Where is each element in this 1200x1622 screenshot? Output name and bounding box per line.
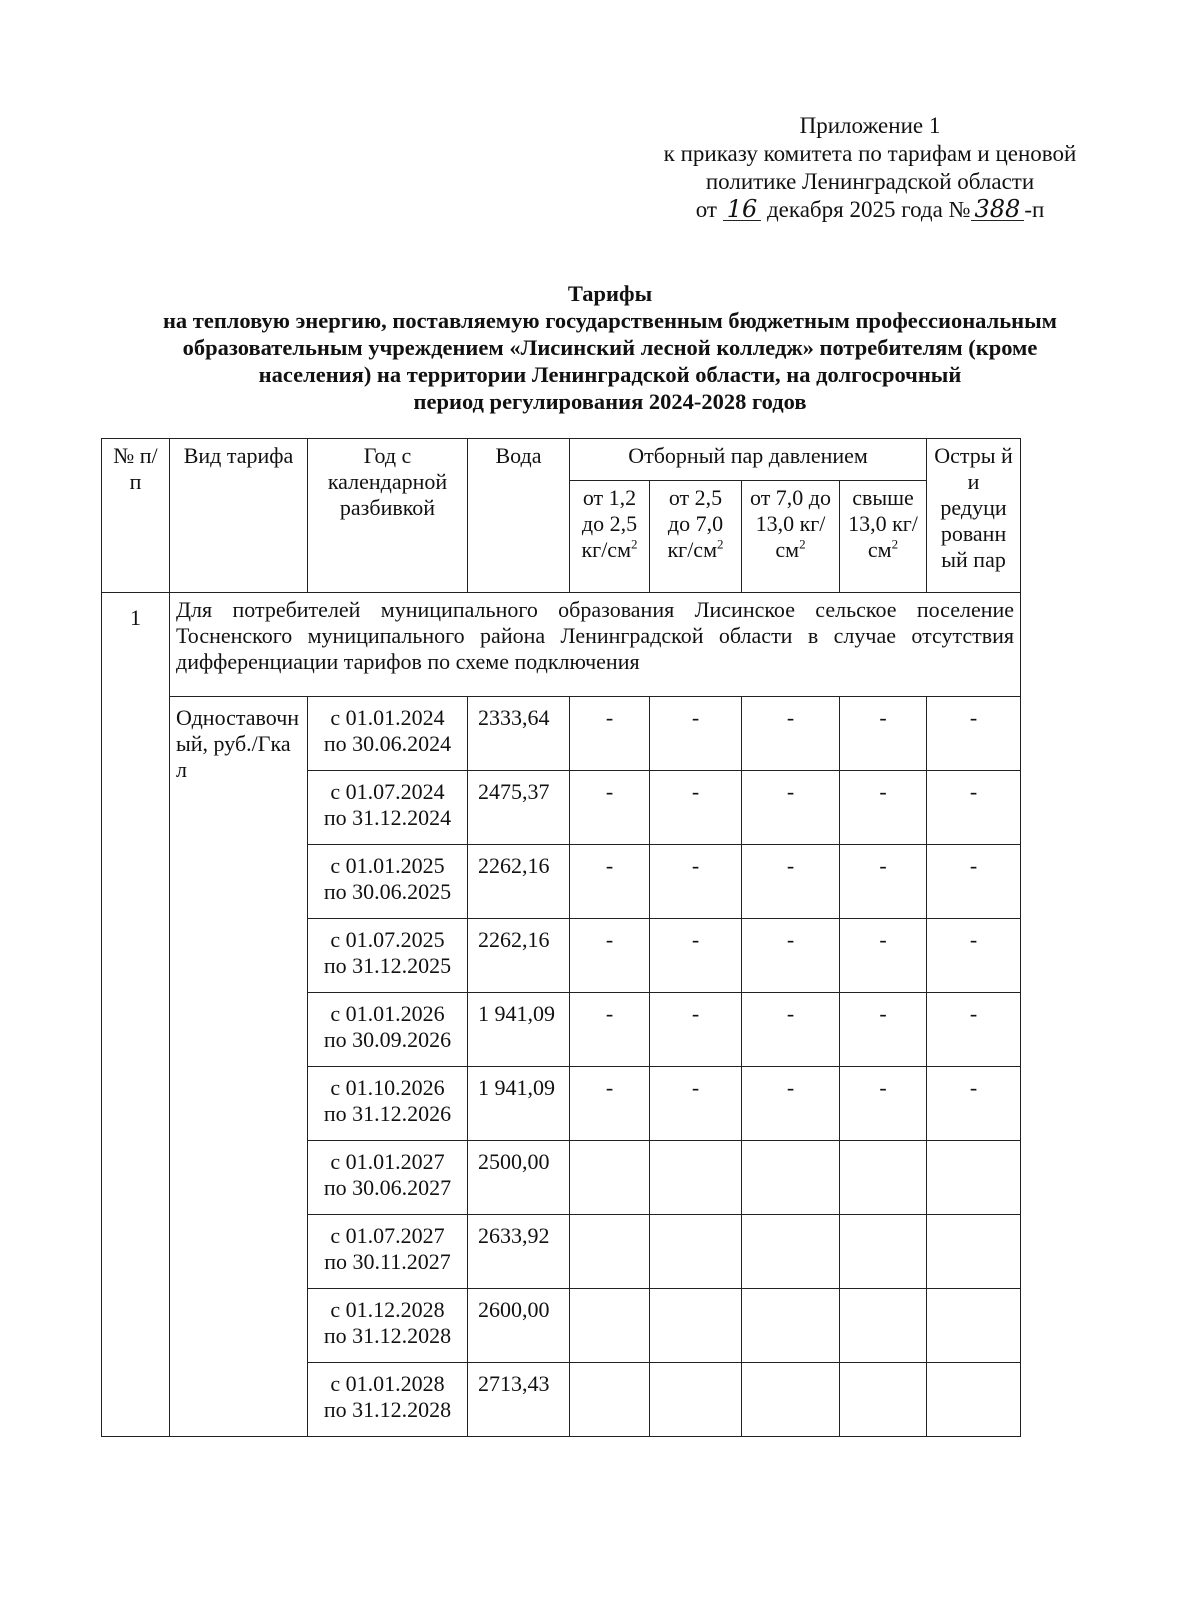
- steam-tariff-cell-5: [927, 1363, 1021, 1437]
- steam-tariff-cell-2: -: [650, 919, 742, 993]
- appendix-date-line: [610, 196, 1130, 224]
- water-tariff-cell: 2262,16: [468, 845, 570, 919]
- steam-tariff-cell-3: [742, 1363, 840, 1437]
- period-from: с 01.01.2025: [330, 853, 445, 878]
- header-sharp-steam: Остры й и редуци рованн ый пар: [927, 439, 1021, 593]
- steam-tariff-cell-4: -: [840, 697, 927, 771]
- steam-tariff-cell-3: [742, 1215, 840, 1289]
- steam-tariff-cell-4: -: [840, 919, 927, 993]
- steam-tariff-cell-5: -: [927, 771, 1021, 845]
- handwritten-order-number: 388: [971, 198, 1025, 221]
- steam-tariff-cell-1: [570, 1363, 650, 1437]
- title-line-4: период регулирования 2024-2028 годов: [413, 389, 807, 414]
- steam-tariff-cell-5: -: [927, 993, 1021, 1067]
- period-to: по 31.12.2028: [323, 1397, 452, 1422]
- steam-tariff-cell-4: -: [840, 845, 927, 919]
- steam-tariff-cell-4: [840, 1363, 927, 1437]
- group-row: [102, 593, 1021, 697]
- tariff-type-cell: Одноставочный, руб./Гкал: [170, 697, 308, 1437]
- steam-tariff-cell-1: -: [570, 845, 650, 919]
- period-cell: [308, 697, 468, 771]
- steam-tariff-cell-2: -: [650, 1067, 742, 1141]
- period-cell: [308, 1141, 468, 1215]
- header-num: № п/п: [102, 439, 170, 593]
- water-tariff-cell: 1 941,09: [468, 1067, 570, 1141]
- steam-tariff-cell-4: [840, 1215, 927, 1289]
- steam-tariff-cell-1: [570, 1141, 650, 1215]
- header-year: Год с календарной разбивкой: [308, 439, 468, 593]
- steam-tariff-cell-2: -: [650, 771, 742, 845]
- appendix-committee-line: политике Ленинградской области: [705, 169, 1035, 194]
- period-from: с 01.12.2028: [330, 1297, 445, 1322]
- period-from: с 01.07.2025: [330, 927, 445, 952]
- water-tariff-cell: 2475,37: [468, 771, 570, 845]
- group-num: 1: [102, 593, 170, 1437]
- period-cell: [308, 845, 468, 919]
- water-tariff-cell: 2713,43: [468, 1363, 570, 1437]
- steam-tariff-cell-5: [927, 1141, 1021, 1215]
- group-description: Для потребителей муниципального образования Лисинское сельское поселение Тосненского муниципального района Ленинградской области в случае отсутствия дифференциации тарифов по схеме подключения: [170, 593, 1021, 697]
- steam-tariff-cell-1: -: [570, 993, 650, 1067]
- period-cell: [308, 919, 468, 993]
- steam-tariff-cell-1: -: [570, 1067, 650, 1141]
- water-tariff-cell: 2633,92: [468, 1215, 570, 1289]
- steam-tariff-cell-3: -: [742, 919, 840, 993]
- period-from: с 01.01.2026: [330, 1001, 445, 1026]
- period-to: по 31.12.2028: [323, 1323, 452, 1348]
- appendix-title: Приложение 1: [799, 113, 941, 138]
- steam-tariff-cell-4: [840, 1141, 927, 1215]
- steam-tariff-cell-5: -: [927, 919, 1021, 993]
- steam-tariff-cell-4: -: [840, 993, 927, 1067]
- title-line-1: на тепловую энергию, поставляемую государственным бюджетным профессиональным: [162, 308, 1058, 333]
- period-from: с 01.01.2027: [330, 1149, 445, 1174]
- steam-tariff-cell-5: -: [927, 697, 1021, 771]
- period-cell: [308, 771, 468, 845]
- date-middle: декабря 2025 года №: [766, 197, 971, 222]
- steam-tariff-cell-2: -: [650, 697, 742, 771]
- period-from: с 01.07.2027: [330, 1223, 445, 1248]
- steam-tariff-cell-1: -: [570, 771, 650, 845]
- steam-tariff-cell-3: -: [742, 1067, 840, 1141]
- steam-tariff-cell-3: -: [742, 845, 840, 919]
- steam-tariff-cell-4: -: [840, 1067, 927, 1141]
- period-to: по 30.06.2025: [323, 879, 452, 904]
- steam-tariff-cell-1: -: [570, 919, 650, 993]
- steam-tariff-cell-1: [570, 1215, 650, 1289]
- steam-tariff-cell-2: -: [650, 993, 742, 1067]
- steam-tariff-cell-3: [742, 1289, 840, 1363]
- period-cell: [308, 1067, 468, 1141]
- period-cell: [308, 1363, 468, 1437]
- period-to: по 30.11.2027: [324, 1249, 451, 1274]
- steam-tariff-cell-4: [840, 1289, 927, 1363]
- steam-tariff-cell-2: -: [650, 845, 742, 919]
- steam-tariff-cell-5: -: [927, 845, 1021, 919]
- header-tariff-type: Вид тарифа: [170, 439, 308, 593]
- header-steam-2: от 2,5 до 7,0 $кг/см^2$: [650, 481, 742, 593]
- steam-tariff-cell-4: -: [840, 771, 927, 845]
- steam-tariff-cell-3: [742, 1141, 840, 1215]
- header-water: Вода: [468, 439, 570, 593]
- period-to: по 30.06.2024: [323, 731, 452, 756]
- steam-tariff-cell-2: [650, 1363, 742, 1437]
- period-to: по 31.12.2025: [323, 953, 452, 978]
- header-row-1: [102, 439, 1021, 481]
- steam-tariff-cell-3: -: [742, 697, 840, 771]
- period-from: с 01.10.2026: [330, 1075, 445, 1100]
- water-tariff-cell: 2262,16: [468, 919, 570, 993]
- period-cell: [308, 1289, 468, 1363]
- period-to: по 30.06.2027: [323, 1175, 452, 1200]
- title-line-2: образовательным учреждением «Лисинский лесной колледж» потребителям (кроме: [182, 335, 1038, 360]
- period-from: с 01.07.2024: [330, 779, 445, 804]
- header-steam-1: от 1,2 до 2,5 $кг/см^2$: [570, 481, 650, 593]
- header-steam-3: от 7,0 до 13,0 $кг/см^2$: [742, 481, 840, 593]
- steam-tariff-cell-5: [927, 1289, 1021, 1363]
- period-from: с 01.01.2028: [330, 1371, 445, 1396]
- steam-tariff-cell-3: -: [742, 993, 840, 1067]
- appendix-block: [610, 112, 1130, 224]
- appendix-order-line: к приказу комитета по тарифам и ценовой: [663, 141, 1077, 166]
- period-to: по 30.09.2026: [323, 1027, 452, 1052]
- header-steam-group: Отборный пар давлением: [570, 439, 927, 481]
- header-steam-4: свыше 13,0 $кг/см^2$: [840, 481, 927, 593]
- steam-tariff-cell-5: [927, 1215, 1021, 1289]
- period-from: с 01.01.2024: [330, 705, 445, 730]
- title-line-3: населения) на территории Ленинградской области, на долгосрочный: [258, 362, 962, 387]
- period-to: по 31.12.2026: [323, 1101, 452, 1126]
- document-title: [90, 280, 1130, 415]
- steam-tariff-cell-1: -: [570, 697, 650, 771]
- period-to: по 31.12.2024: [323, 805, 452, 830]
- steam-tariff-cell-5: -: [927, 1067, 1021, 1141]
- period-cell: [308, 1215, 468, 1289]
- table-row: [102, 697, 1021, 771]
- water-tariff-cell: 2600,00: [468, 1289, 570, 1363]
- water-tariff-cell: 2500,00: [468, 1141, 570, 1215]
- date-prefix: от: [695, 197, 717, 222]
- tariffs-table: [101, 438, 1021, 1437]
- period-cell: [308, 993, 468, 1067]
- title-heading: Тарифы: [567, 281, 653, 306]
- steam-tariff-cell-3: -: [742, 771, 840, 845]
- order-suffix: -п: [1024, 197, 1045, 222]
- steam-tariff-cell-2: [650, 1141, 742, 1215]
- water-tariff-cell: 1 941,09: [468, 993, 570, 1067]
- steam-tariff-cell-2: [650, 1289, 742, 1363]
- steam-tariff-cell-1: [570, 1289, 650, 1363]
- water-tariff-cell: 2333,64: [468, 697, 570, 771]
- steam-tariff-cell-2: [650, 1215, 742, 1289]
- handwritten-day: 16: [723, 198, 762, 221]
